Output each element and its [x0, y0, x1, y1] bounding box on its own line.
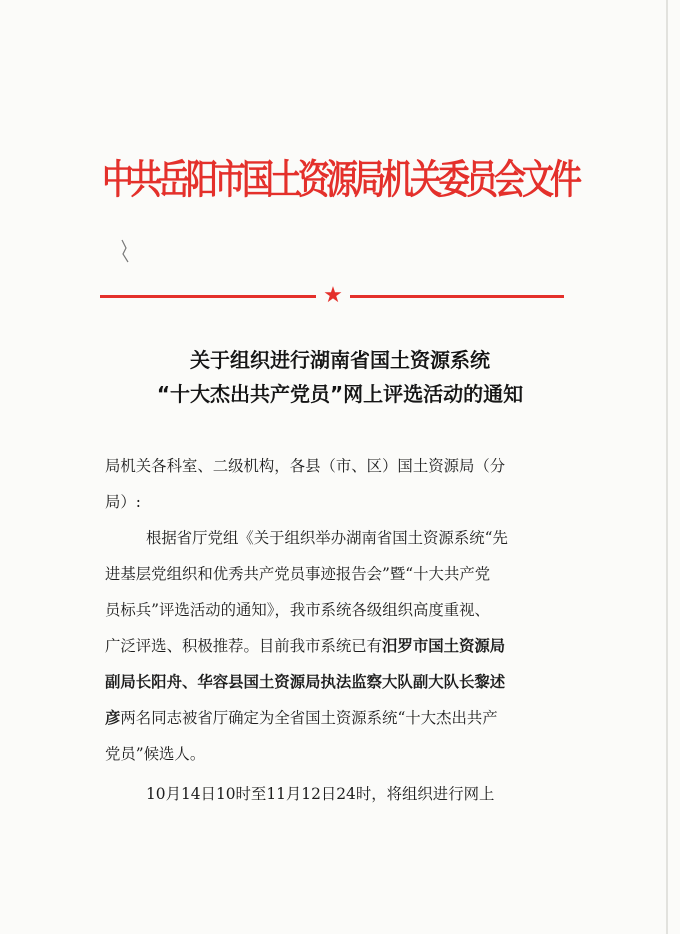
paragraph-1-line-1: 根据省厅党组《关于组织举办湖南省国土资源系统“先 — [146, 529, 508, 547]
paragraph-1-line-6-text: 两名同志被省厅确定为全省国土资源系统“十大杰出共产 — [120, 709, 498, 727]
paragraph-1-line-4 — [105, 636, 505, 656]
paragraph-1-line-6-bold: 彦 — [105, 709, 121, 727]
header-rule-right — [350, 295, 564, 298]
paragraph-1-line-2: 进基层党组织和优秀共产党员事迹报告会”暨“十大共产党 — [105, 565, 491, 583]
pen-mark — [119, 238, 133, 264]
paragraph-1-line-5: 副局长阳舟、华容县国土资源局执法监察大队副大队长黎述 — [105, 673, 506, 691]
star-icon: ★ — [323, 283, 343, 308]
paragraph-2-line-1: 10月14日10时至11月12日24时，将组织进行网上 — [146, 785, 495, 803]
addressee-line-2: 局）: — [105, 493, 141, 511]
paragraph-1-line-7: 党员”候选人。 — [105, 745, 206, 763]
subject-title-line-2: “十大杰出共产党员”网上评选活动的通知 — [156, 382, 524, 406]
document-header-title: 中共岳阳市国土资源局机关委员会文件 — [102, 157, 578, 203]
paragraph-1-line-6 — [105, 708, 498, 728]
paragraph-1-line-4-text: 广泛评选、积极推荐。目前我市系统已有 — [105, 637, 383, 655]
page-fold-shadow — [666, 0, 668, 934]
header-rule-left — [100, 295, 316, 298]
subject-title-line-1: 关于组织进行湖南省国土资源系统 — [190, 348, 490, 372]
paragraph-1-line-3: 员标兵”评选活动的通知》，我市系统各级组织高度重视、 — [105, 601, 490, 619]
addressee-line-1: 局机关各科室、二级机构，各县（市、区）国土资源局（分 — [105, 457, 506, 475]
paragraph-1-line-4-bold: 汨罗市国土资源局 — [382, 637, 506, 655]
